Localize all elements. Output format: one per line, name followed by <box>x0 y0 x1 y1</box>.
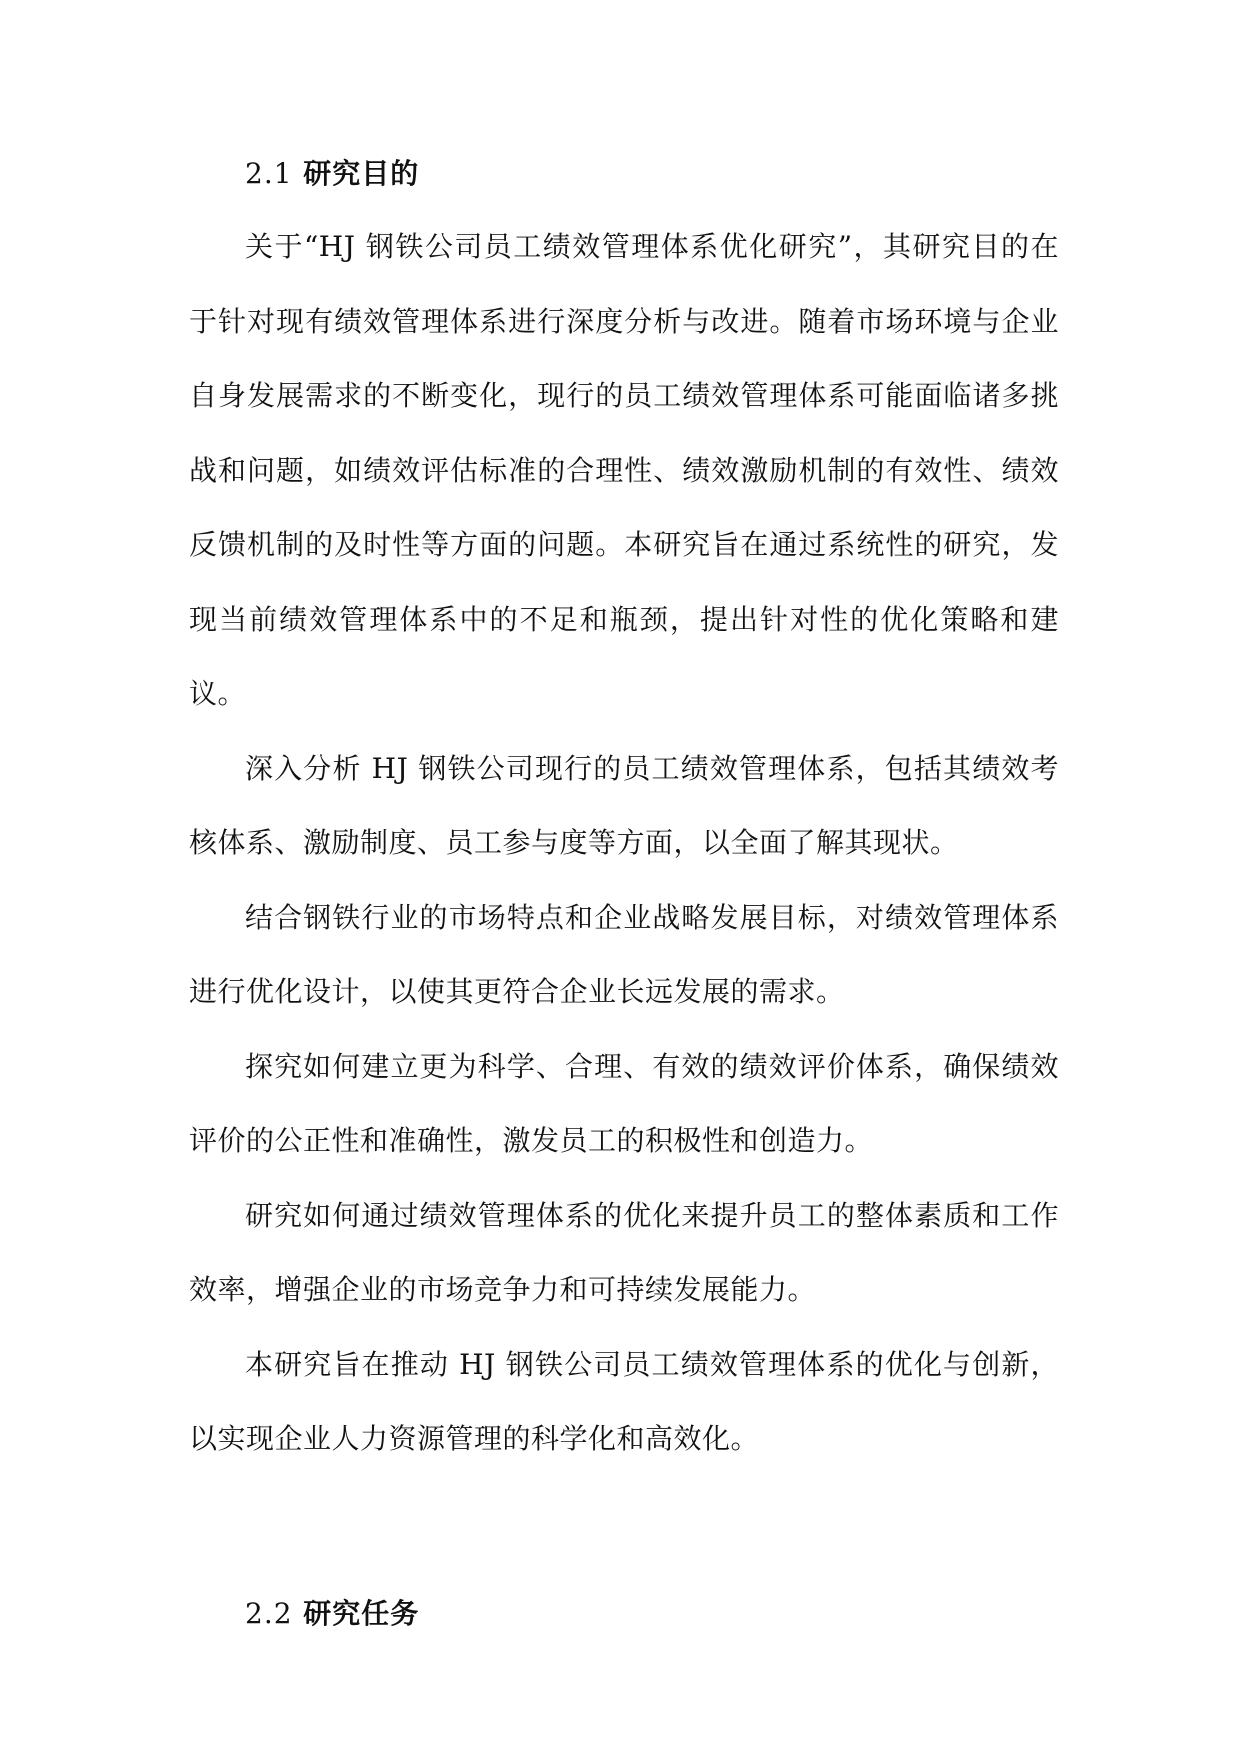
paragraph: 关于“HJ 钢铁公司员工绩效管理体系优化研究”，其研究目的在于针对现有绩效管理体系进行深度分析与改进。随着市场环境与企业自身发展需求的不断变化，现行的员工绩效管理体系可能面临诸多挑战和问题，如绩效评估标准的合理性、绩效激励机制的有效性、绩效反馈机制的及时性等方面的问题。本研究旨在通过系统性的研究，发现当前绩效管理体系中的不足和瓶颈，提出针对性的优化策略和建议。 <box>189 230 1059 710</box>
paragraph: 深入分析 HJ 钢铁公司现行的员工绩效管理体系，包括其绩效考核体系、激励制度、员工参与度等方面，以全面了解其现状。 <box>189 751 1059 859</box>
section-body <box>189 210 1059 1477</box>
paragraph: 结合钢铁行业的市场特点和企业战略发展目标，对绩效管理体系进行优化设计，以使其更符合企业长远发展的需求。 <box>189 900 1059 1008</box>
page-content <box>189 150 1059 1630</box>
section-number: 2.1 <box>245 157 293 190</box>
section-number: 2.2 <box>245 1597 293 1630</box>
section-title: 研究任务 <box>303 1597 420 1630</box>
section-heading-2-2 <box>189 1590 419 1638</box>
section-heading-2-1 <box>189 150 1059 198</box>
section-title: 研究目的 <box>303 157 420 190</box>
paragraph: 本研究旨在推动 HJ 钢铁公司员工绩效管理体系的优化与创新，以实现企业人力资源管理的科学化和高效化。 <box>189 1347 1059 1455</box>
paragraph: 研究如何通过绩效管理体系的优化来提升员工的整体素质和工作效率，增强企业的市场竞争力和可持续发展能力。 <box>189 1198 1059 1306</box>
paragraph: 探究如何建立更为科学、合理、有效的绩效评价体系，确保绩效评价的公正性和准确性，激发员工的积极性和创造力。 <box>189 1049 1059 1157</box>
